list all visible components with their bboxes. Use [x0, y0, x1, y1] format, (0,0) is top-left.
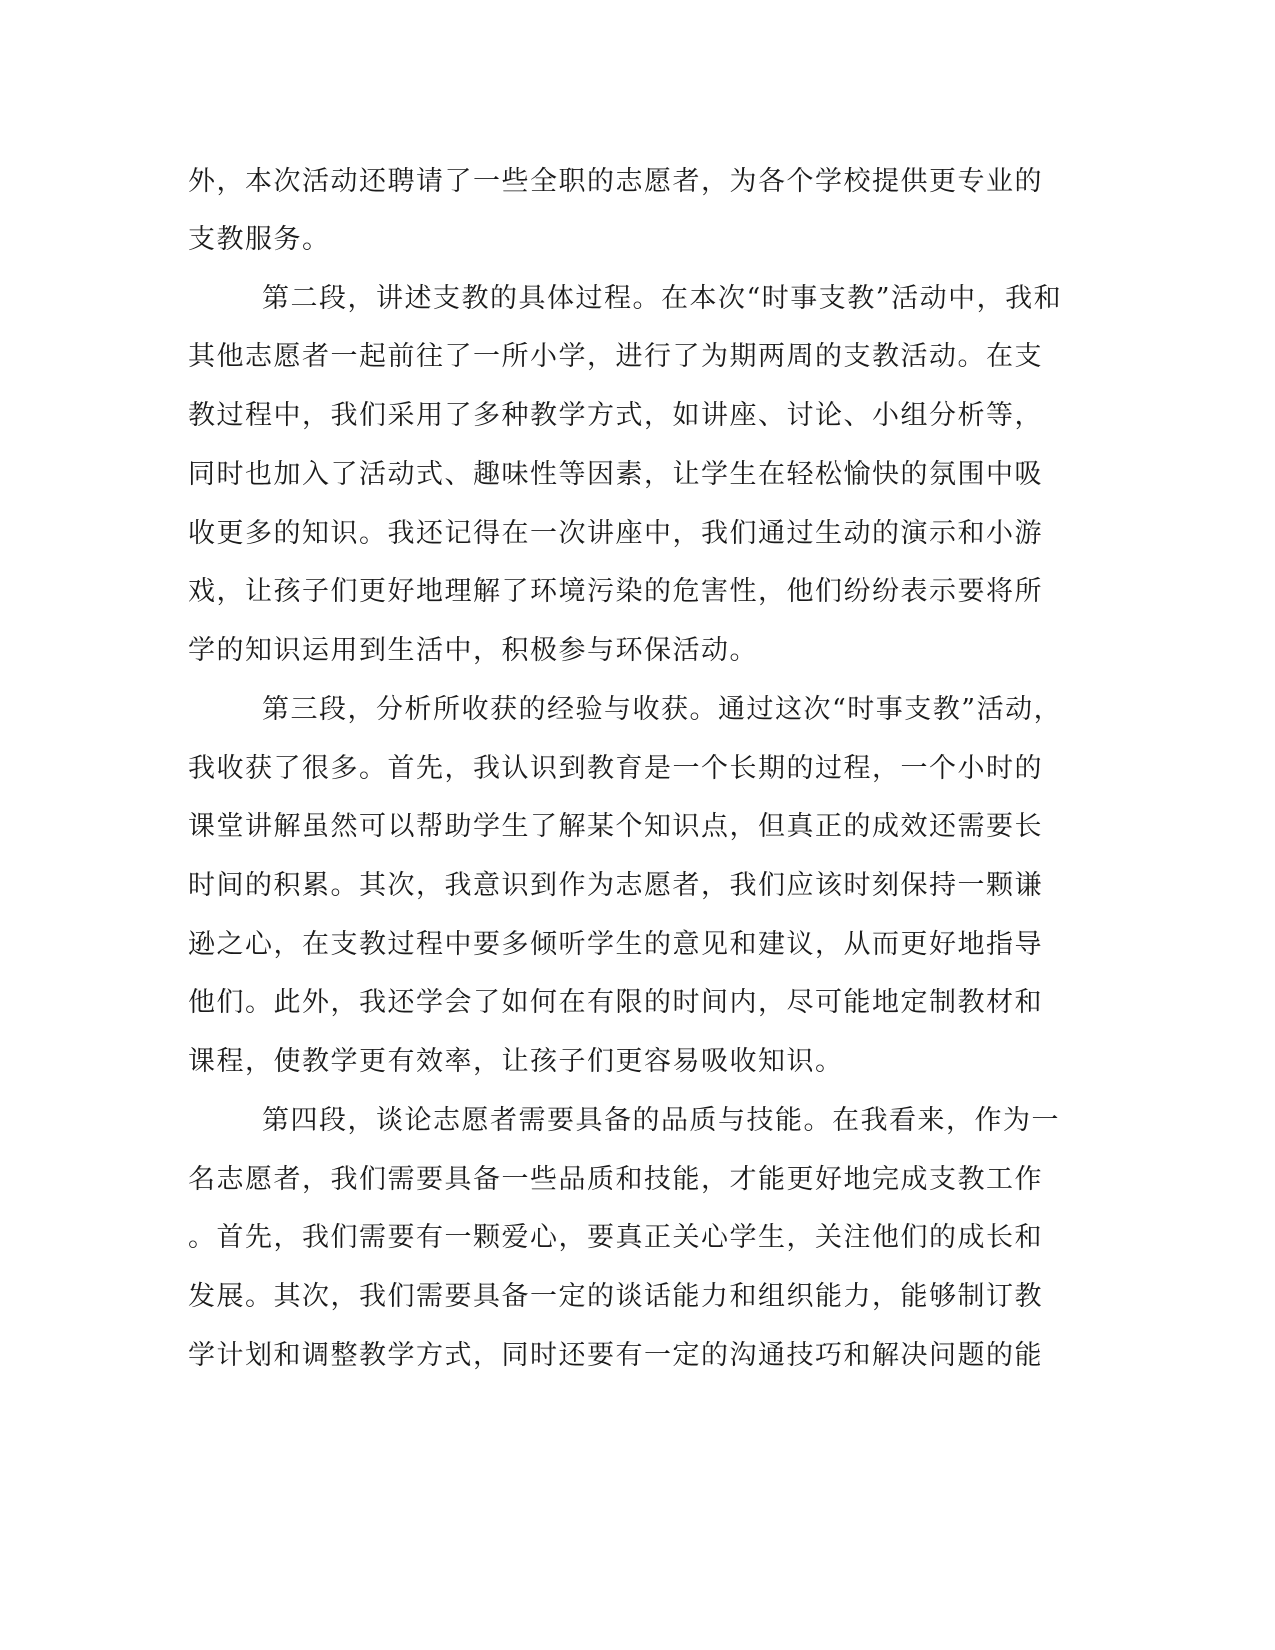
text-line: 我收获了很多。首先，我认识到教育是一个长期的过程，一个小时的: [188, 753, 1043, 784]
text-line: 他们。此外，我还学会了如何在有限的时间内，尽可能地定制教材和: [188, 987, 1043, 1018]
text-line: 学计划和调整教学方式，同时还要有一定的沟通技巧和解决问题的能: [188, 1340, 1043, 1371]
text-line: 学的知识运用到生活中，积极参与环保活动。: [188, 635, 758, 666]
text-line: 发展。其次，我们需要具备一定的谈话能力和组织能力，能够制订教: [188, 1281, 1043, 1312]
text-line: 课程，使教学更有效率，让孩子们更容易吸收知识。: [188, 1046, 844, 1077]
paragraph-3-first-line: 第三段，分析所收获的经验与收获。通过这次“时事支教”活动，: [262, 694, 1063, 725]
text-line: 名志愿者，我们需要具备一些品质和技能，才能更好地完成支教工作: [188, 1164, 1043, 1195]
text-line: 外，本次活动还聘请了一些全职的志愿者，为各个学校提供更专业的: [188, 166, 1043, 197]
text-line: 同时也加入了活动式、趣味性等因素，让学生在轻松愉快的氛围中吸: [188, 459, 1043, 490]
text-line: 时间的积累。其次，我意识到作为志愿者，我们应该时刻保持一颗谦: [188, 870, 1043, 901]
text-line: 课堂讲解虽然可以帮助学生了解某个知识点，但真正的成效还需要长: [188, 811, 1043, 842]
text-line: 收更多的知识。我还记得在一次讲座中，我们通过生动的演示和小游: [188, 518, 1043, 549]
paragraph-2-first-line: 第二段，讲述支教的具体过程。在本次“时事支教”活动中，我和: [262, 283, 1063, 314]
paragraph-4-first-line: 第四段，谈论志愿者需要具备的品质与技能。在我看来，作为一: [262, 1105, 1060, 1136]
text-line: 教过程中，我们采用了多种教学方式，如讲座、讨论、小组分析等，: [188, 400, 1043, 431]
text-line: 支教服务。: [188, 224, 331, 255]
text-line: 。首先，我们需要有一颗爱心，要真正关心学生，关注他们的成长和: [188, 1222, 1043, 1253]
text-line: 逊之心，在支教过程中要多倾听学生的意见和建议，从而更好地指导: [188, 929, 1043, 960]
text-line: 戏，让孩子们更好地理解了环境污染的危害性，他们纷纷表示要将所: [188, 576, 1043, 607]
text-line: 其他志愿者一起前往了一所小学，进行了为期两周的支教活动。在支: [188, 341, 1043, 372]
